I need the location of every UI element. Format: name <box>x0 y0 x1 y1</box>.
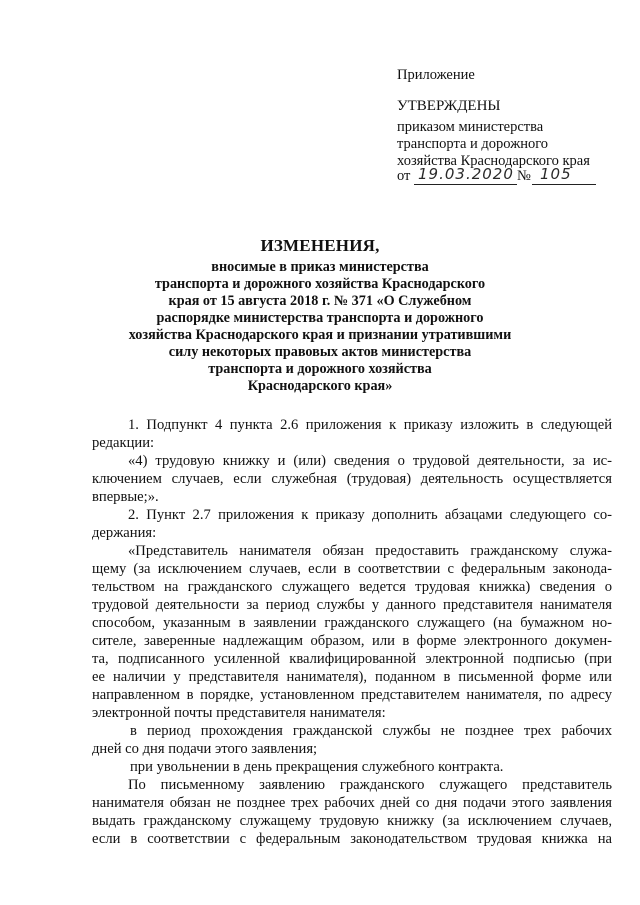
body-line: при увольнении в день прекращения служебного контракта. <box>130 759 504 775</box>
body-line: трудовой деятельности за период службы у данного представителя нанимателя <box>92 597 612 613</box>
body-line: «4) трудовую книжку и (или) сведения о трудовой деятельности, за ис- <box>128 453 612 469</box>
body-line: ключением случаев, если служебная (трудовая) деятельность осуществляется <box>92 471 612 487</box>
order-line-1: приказом министерства <box>397 119 544 135</box>
body-line: дней со дня подачи этого заявления; <box>92 741 318 757</box>
subtitle-line: силу некоторых правовых актов министерства <box>168 344 472 360</box>
body-line: ее наличии у представителя нанимателя), поданном в письменной форме или <box>92 669 612 685</box>
body-line: редакции: <box>92 435 155 451</box>
number-underline <box>532 184 596 185</box>
subtitle-line: края от 15 августа 2018 г. № 371 «О Служебном <box>168 293 472 309</box>
body-line: тельством на гражданского служащего ведется трудовая книжка) сведения о <box>92 579 612 595</box>
handwritten-date: 19.03.2020 <box>418 165 514 183</box>
body-line: направленном в порядке, установленном представителем нанимателя, по адресу <box>92 687 612 703</box>
subtitle-line: Краснодарского края» <box>247 378 393 394</box>
body-line: выдать гражданскому служащему трудовую книжку (за исключением случаев, <box>92 813 612 829</box>
handwritten-number: 105 <box>540 165 572 183</box>
body-line: щему (за исключением случаев, если в соответствии с федеральным законода- <box>92 561 612 577</box>
order-line-3: хозяйства Краснодарского края <box>397 153 590 169</box>
body-line: впервые;». <box>92 489 159 505</box>
subtitle-line: транспорта и дорожного хозяйства <box>208 361 432 377</box>
order-line-2: транспорта и дорожного <box>397 136 549 152</box>
subtitle-line: распорядке министерства транспорта и дорожного <box>156 310 484 326</box>
body-line: электронной почты представителя нанимателя: <box>92 705 386 721</box>
subtitle-line: хозяйства Краснодарского края и признании утратившими <box>128 327 512 343</box>
body-line: нанимателя обязан не позднее трех рабочих дней со дня подачи этого заявления <box>92 795 612 811</box>
body-line: 1. Подпункт 4 пункта 2.6 приложения к приказу изложить в следующей <box>128 417 612 433</box>
body-line: если в соответствии с федеральным законодательством трудовая книжка на <box>92 831 612 847</box>
date-number-row <box>397 168 410 185</box>
approved-label: УТВЕРЖДЕНЫ <box>397 98 501 114</box>
body-line: способом, указанным в заявлении гражданского служащего (на бумажном но- <box>92 615 612 631</box>
date-underline <box>414 184 517 185</box>
body-line: та, подписанного усиленной квалифицированной электронной подписью (при <box>92 651 612 667</box>
appendix-label: Приложение <box>397 67 475 83</box>
body-line: «Представитель нанимателя обязан предоставить гражданскому служа- <box>128 543 612 559</box>
document-title: ИЗМЕНЕНИЯ, <box>260 236 380 255</box>
body-line: 2. Пункт 2.7 приложения к приказу дополнить абзацами следующего со- <box>128 507 612 523</box>
subtitle-line: транспорта и дорожного хозяйства Краснодарского <box>154 276 486 292</box>
body-line: держания: <box>92 525 157 541</box>
number-prefix: № <box>517 168 531 184</box>
date-prefix: от <box>397 168 411 184</box>
body-line: По письменному заявлению гражданского служащего представитель <box>128 777 612 793</box>
subtitle-line: вносимые в приказ министерства <box>211 259 429 275</box>
body-line: в период прохождения гражданской службы не позднее трех рабочих <box>130 723 612 739</box>
body-line: сителе, заверенные надлежащим образом, или в форме электронного докумен- <box>92 633 612 649</box>
